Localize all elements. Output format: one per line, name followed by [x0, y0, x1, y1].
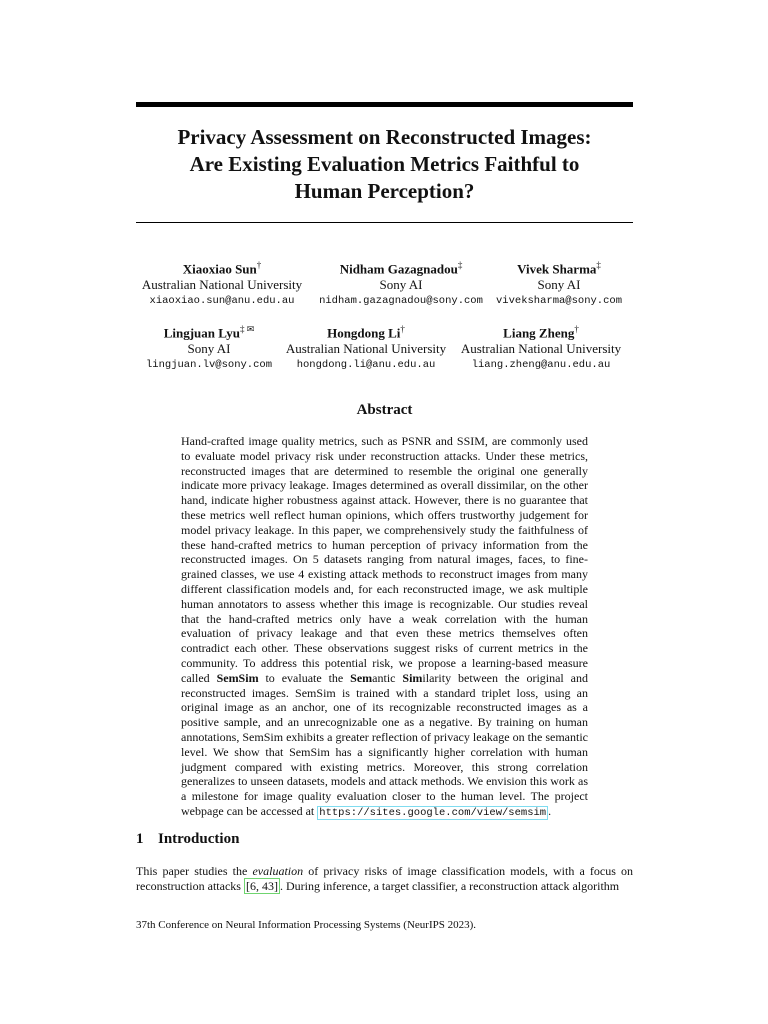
- abstract-body: Hand-crafted image quality metrics, such as PSNR and SSIM, are commonly used to evaluate model privacy risk under reconstruction attacks. Under these metrics, reconstructed images that are determined to resemble the original one generally indicate more privacy leakage. Images determined as overall dissimilar, on the other hand, indicate higher robustness against attack. However, there is no guarantee that these metrics well reflect human opinions, which offers trustworthy judgement for model privacy leakage. In this paper, we comprehensively study the faithfulness of these hand-crafted metrics to human perception of privacy information from the reconstructed images. On 5 datasets ranging from natural images, faces, to fine-grained classes, we use 4 existing attack methods to reconstruct images from many different classification models and, for each reconstructed image, we ask multiple human annotators to assess whether this image is recognizable. Our studies reveal that the hand-crafted metrics only have a weak correlation with the human evaluation of privacy leakage and that even these metrics themselves often contradict each other. These observations suggest risks of current metrics in the community. To address this potential risk, we propose a learning-based measure called SemSim to evaluate the Semantic Similarity between the original and reconstructed images. SemSim is trained with a standard triplet loss, using an original image as an anchor, one of its recognizable reconstructed images as a positive sample, and an unrecognizable one as a negative. By training on human annotations, SemSim exhibits a greater reflection of privacy leakage on the semantic level. We show that SemSim has a significantly higher correlation with human judgment compared with existing metrics. Moreover, this strong correlation generalizes to unseen datasets, models and attack methods. We envision this work as a milestone for image quality evaluation closer to the human level. The project webpage can be accessed at https://sites.google.com/view/semsim .: [181, 434, 589, 819]
- author-name: Liang Zheng†: [503, 324, 579, 341]
- title-rule: [136, 222, 633, 223]
- title-line: Human Perception?: [294, 179, 475, 203]
- author-email: lingjuan.lv@sony.com: [145, 359, 273, 372]
- citation-link[interactable]: [6, 43]: [245, 879, 278, 893]
- paper-title: [136, 124, 633, 205]
- author-affiliation: Sony AI: [187, 341, 231, 357]
- author-affiliation: Australian National University: [141, 277, 303, 293]
- author-email: nidham.gazagnadou@sony.com: [319, 295, 483, 308]
- author-email: hongdong.li@anu.edu.au: [296, 359, 436, 372]
- author-affiliation: Australian National University: [285, 341, 447, 357]
- project-url-link[interactable]: https://sites.google.com/view/semsim: [319, 806, 547, 819]
- abstract-heading: Abstract: [356, 402, 413, 418]
- author-name: Hongdong Li†: [327, 324, 405, 341]
- author-affiliation: Sony AI: [379, 277, 423, 293]
- intro-paragraph: This paper studies the evaluation of privacy risks of image classification models, with a focus on reconstruction attacks [6, 43] . During inference, a target classifier, a reconstruction attack algorithm: [136, 864, 633, 893]
- author-email: liang.zheng@anu.edu.au: [471, 359, 611, 372]
- author-name: Lingjuan Lyu‡ ✉: [163, 324, 255, 341]
- title-line: Are Existing Evaluation Metrics Faithful to: [189, 152, 580, 176]
- top-rule: [136, 102, 633, 107]
- author-block: [431, 321, 651, 373]
- author-affiliation: Sony AI: [537, 277, 581, 293]
- author-email: viveksharma@sony.com: [495, 295, 623, 308]
- conference-footer: 37th Conference on Neural Information Processing Systems (NeurIPS 2023).: [136, 919, 477, 931]
- author-name: Vivek Sharma‡: [517, 260, 601, 277]
- title-line: Privacy Assessment on Reconstructed Images:: [177, 125, 592, 149]
- author-block: [449, 257, 669, 309]
- section-heading: 1 Introduction: [136, 831, 240, 847]
- author-email: xiaoxiao.sun@anu.edu.au: [149, 295, 295, 308]
- author-name: Xiaoxiao Sun†: [182, 260, 262, 277]
- author-affiliation: Australian National University: [460, 341, 622, 357]
- author-name: Nidham Gazagnadou‡: [339, 260, 463, 277]
